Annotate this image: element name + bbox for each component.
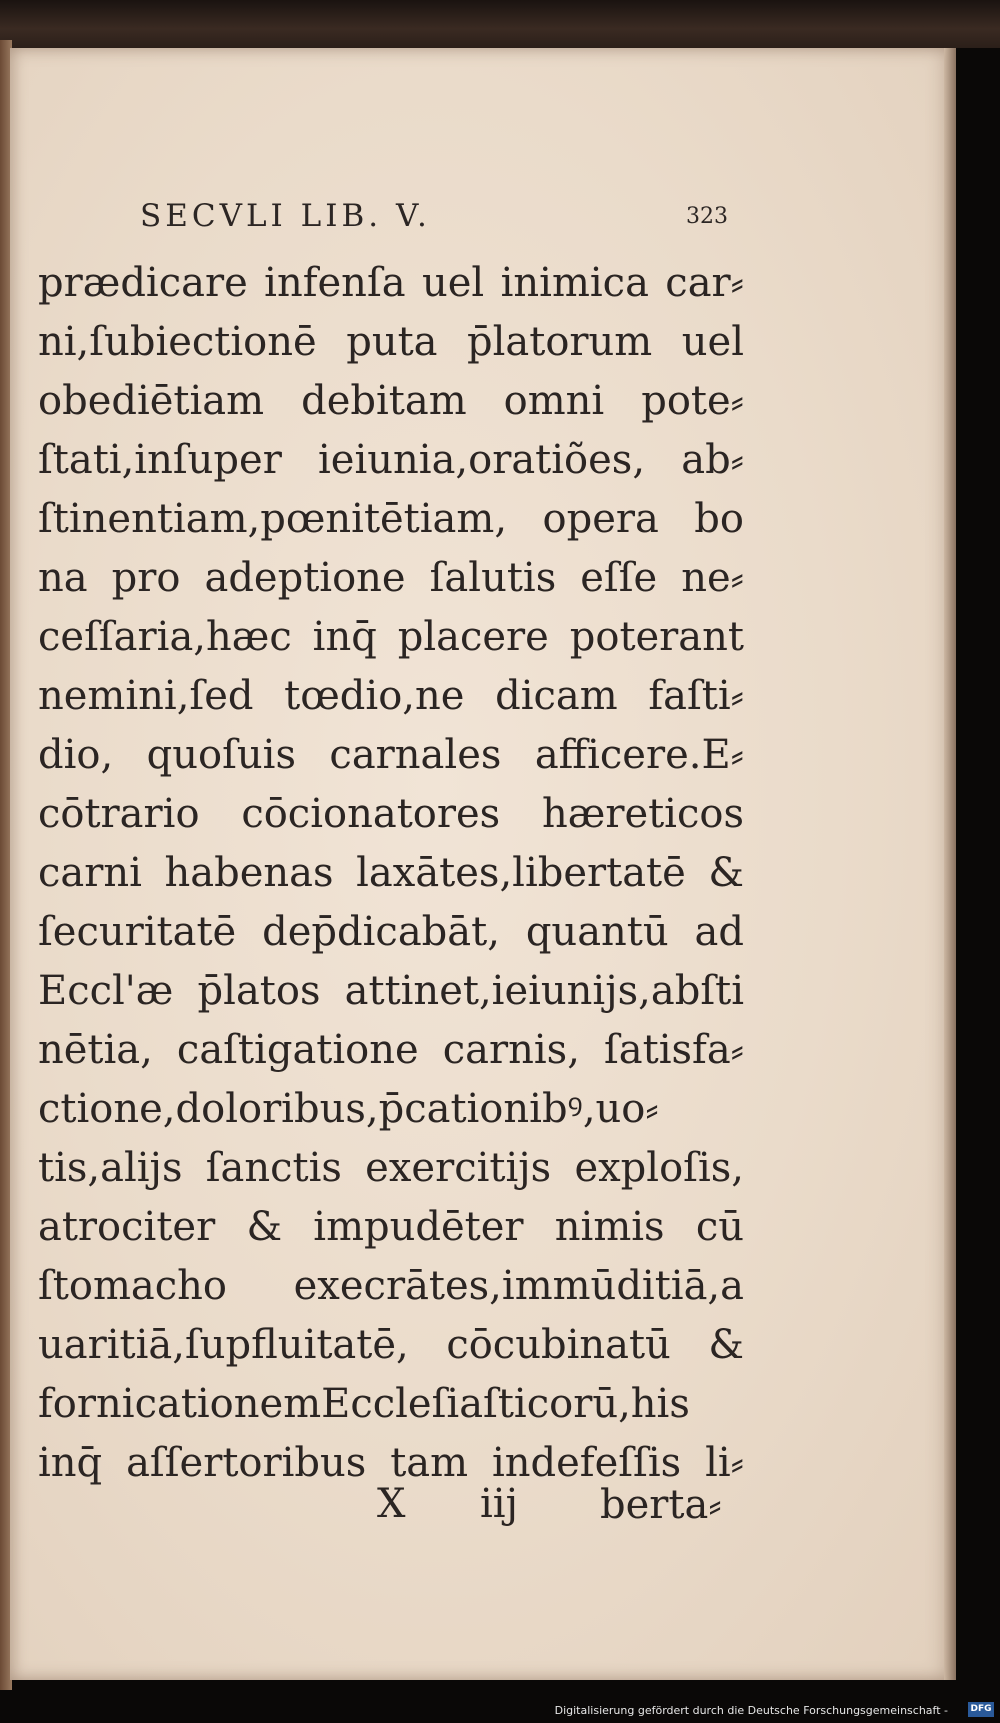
text-line: dio, quoſuis carnales afficere.E⸗	[38, 732, 744, 778]
page-right-edge	[944, 48, 956, 1680]
running-head: SECVLI LIB. V.	[140, 198, 431, 234]
text-line: na pro adeptione ſalutis eſſe ne⸗	[38, 555, 744, 601]
text-line: Eccl'æ p̄latos attinet,ieiunijs,abſti	[38, 968, 744, 1014]
text-line: tis,alijs ſanctis exercitijs exploſis,	[38, 1145, 744, 1191]
catchword: berta⸗	[600, 1482, 722, 1528]
text-line: nētia, caſtigatione carnis, ſatisfa⸗	[38, 1027, 744, 1073]
text-block	[38, 254, 744, 1493]
text-line: ni,ſubiectionē puta p̄latorum uel	[38, 319, 744, 365]
text-line: uaritiā,ſupfluitatē, cōcubinatū &	[38, 1322, 744, 1368]
text-line: ctione,doloribus,p̄cationibꝰ,uo⸗	[38, 1086, 659, 1132]
text-line: ſecuritatē dep̄dicabāt, quantū ad	[38, 909, 744, 955]
text-line: atrociter & impudēter nimis cū	[38, 1204, 744, 1250]
book-page	[10, 48, 952, 1680]
text-line: fornicationemEccleſiaſticorū,his	[38, 1381, 690, 1427]
text-line: ſtinentiam,pœnitētiam, opera bo	[38, 496, 744, 542]
text-line: carni habenas laxātes,libertatē &	[38, 850, 744, 896]
folio-number: 323	[686, 204, 728, 229]
text-line: nemini,ſed tœdio,ne dicam faſti⸗	[38, 673, 744, 719]
text-line: obediētiam debitam omni pote⸗	[38, 378, 744, 424]
dfg-logo: DFG	[968, 1702, 994, 1717]
text-line: ſtati,inſuper ieiunia,oratiões, ab⸗	[38, 437, 744, 483]
signature-number: iij	[480, 1481, 518, 1527]
signature-mark: X	[377, 1481, 406, 1527]
text-line: prædicare infenſa uel inimica car⸗	[38, 260, 744, 306]
page-foot	[10, 1473, 1000, 1533]
text-line: ceſſaria,hæc inq̄ placere poterant	[38, 614, 744, 660]
text-line: cōtrario cōcionatores hæreticos	[38, 791, 744, 837]
book-top-edge	[0, 0, 1000, 48]
text-line: ſtomacho execrātes,immūditiā,a	[38, 1263, 744, 1309]
text-line: inq̄ aſſertoribus tam indefeſſis li⸗	[38, 1440, 744, 1486]
digitization-credit: Digitalisierung gefördert durch die Deutsche Forschungsgemeinschaft -	[554, 1704, 948, 1717]
